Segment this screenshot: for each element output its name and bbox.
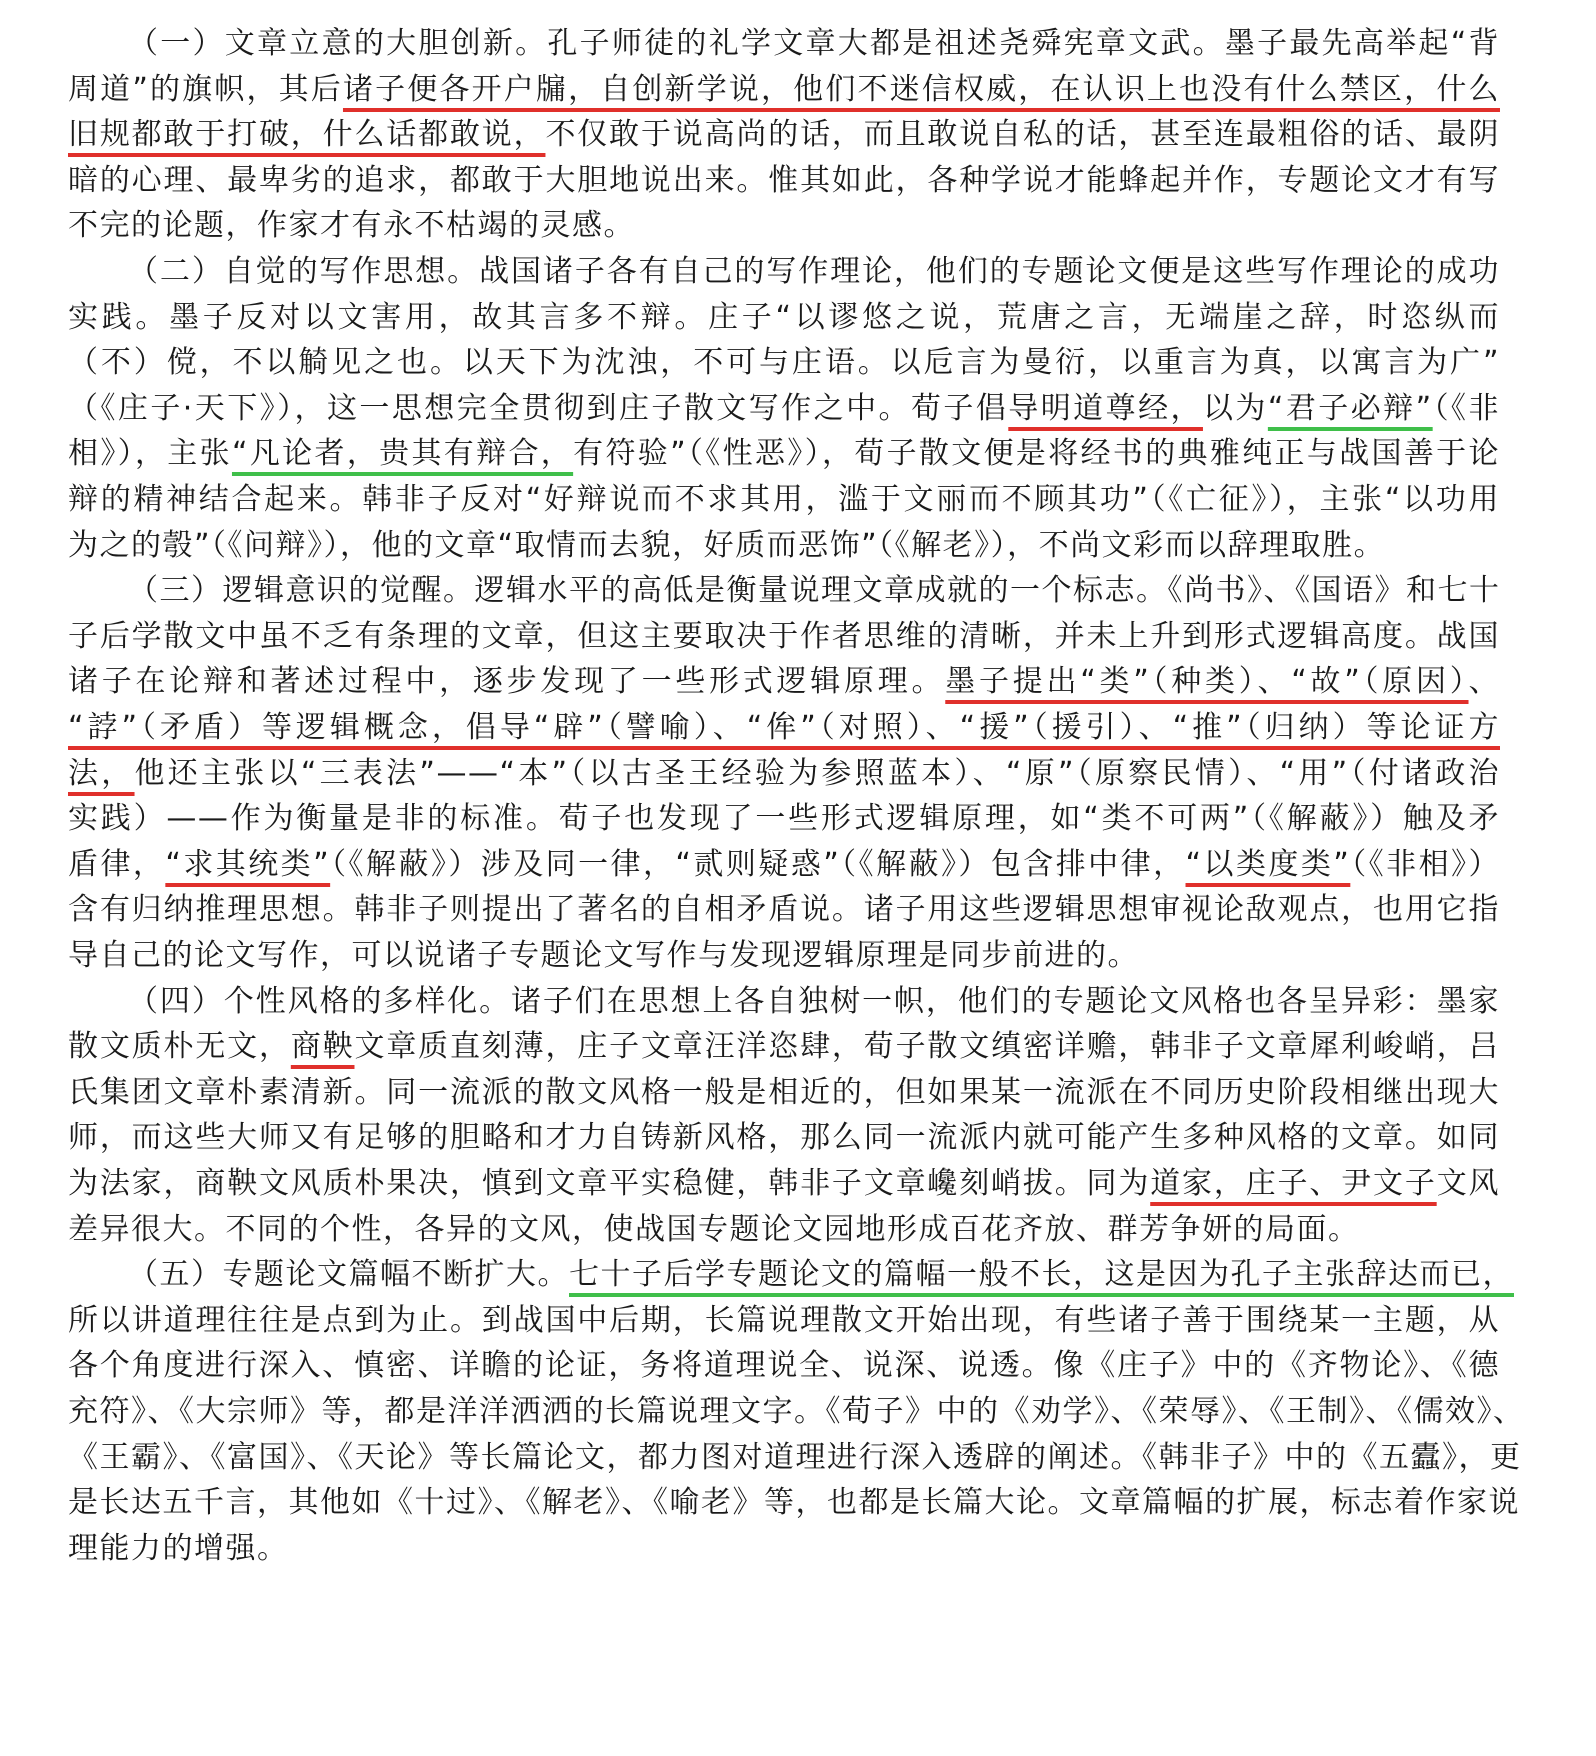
body-text: 各个角度进行深入、慎密、详瞻的论证，务将道理说全、说深、说透。像《庄子》中的《齐物论》、《德 (68, 1348, 1500, 1384)
green-underlined-text: “凡论者，贵其有辩合， (231, 436, 574, 472)
text-line (68, 428, 1500, 480)
text-line (68, 1112, 1500, 1164)
green-underlined-text: “君子必辩” (1267, 390, 1433, 426)
body-text: 有符验”（《性恶》），荀子散文便是将经书的典雅纯正与战国善于论 (573, 436, 1500, 472)
red-underlined-text: 道家，庄子、尹文子 (1150, 1166, 1437, 1201)
text-line (68, 793, 1500, 845)
text-line (68, 930, 1500, 982)
text-line (68, 383, 1500, 435)
body-text: 《王霸》、《富国》、《天论》等长篇论文，都力图对道理进行深入透辟的阐述。《韩非子》中的《五蠹》，更 (68, 1439, 1522, 1475)
body-text: 理能力的增强。 (68, 1530, 289, 1566)
body-text: 子后学散文中虽不乏有条理的文章，但这主要取决于作者思维的清晰，并未上升到形式逻辑高度。战国 (68, 618, 1500, 654)
text-line (68, 748, 1500, 800)
body-text: （《庄子·天下》），这一思想完全贯彻到庄子散文写作之中。荀子倡 (68, 390, 1009, 426)
body-text: 师，而这些大师又有足够的胆略和才力自铸新风格，那么同一流派内就可能产生多种风格的文章。如同 (68, 1120, 1500, 1156)
text-line (68, 200, 1500, 252)
text-line (68, 1021, 1500, 1073)
text-line (68, 1204, 1500, 1256)
text-line (68, 64, 1500, 116)
body-text: 诸子在论辩和著述过程中，逐步发现了一些形式逻辑原理。 (68, 664, 946, 700)
body-text: 含有归纳推理思想。韩非子则提出了著名的自相矛盾说。诸子用这些逻辑思想审视论敌观点，也用它指 (68, 892, 1500, 928)
text-line (68, 155, 1500, 207)
body-text: （二）自觉的写作思想。战国诸子各有自己的写作理论，他们的专题论文便是这些写作理论的成功 (128, 254, 1500, 289)
text-line (68, 839, 1500, 891)
text-line (68, 1477, 1520, 1529)
text-line (68, 1158, 1500, 1210)
text-line (68, 611, 1500, 663)
body-text: 不仅敢于说高尚的话，而且敢说自私的话，甚至连最粗俗的话、最阴 (545, 117, 1501, 153)
body-text: 周道”的旗帜，其后 (68, 71, 343, 107)
body-text: 、 (1468, 664, 1501, 700)
text-line (68, 1295, 1500, 1347)
red-underlined-text: “以类度类” (1185, 846, 1351, 882)
body-text: 以为 (1202, 390, 1268, 426)
body-text: 文风 (1436, 1166, 1501, 1201)
body-text: 为法家，商鞅文风质朴果决，慎到文章平实稳健，韩非子文章巉刻峭拔。同为 (68, 1166, 1151, 1201)
text-line (128, 976, 1500, 1028)
text-line (68, 702, 1500, 754)
text-line (68, 520, 1500, 572)
text-line (68, 474, 1500, 526)
body-text: 是长达五千言，其他如《十过》、《解老》、《喻老》等，也都是长篇大论。文章篇幅的扩展，标志着作家说 (68, 1485, 1520, 1521)
text-line (68, 1523, 1500, 1575)
red-underlined-text: 导明道尊经， (1008, 390, 1203, 426)
body-text: （三）逻辑意识的觉醒。逻辑水平的高低是衡量说理文章成就的一个标志。《尚书》、《国语》和七十 (128, 573, 1501, 609)
body-text: 所以讲道理往往是点到为止。到战国中后期，长篇说理散文开始出现，有些诸子善于围绕某一主题，从 (68, 1302, 1500, 1338)
body-text: （《非相》） (1350, 846, 1500, 882)
body-text: （四）个性风格的多样化。诸子们在思想上各自独树一帜，他们的专题论文风格也各呈异彩：墨家 (128, 983, 1500, 1019)
text-line (68, 1432, 1522, 1484)
body-text: 散文质朴无文， (68, 1029, 291, 1065)
body-text: 相》），主张 (68, 436, 232, 472)
body-text: 为之的彀”（《问辩》），他的文章“取情而去貌，好质而恶饰”（《解老》），不尚文彩而以辞理取胜。 (68, 527, 1386, 563)
body-text: 实践）——作为衡量是非的标准。荀子也发现了一些形式逻辑原理，如“类不可两”（《解蔽》）触及矛 (68, 801, 1500, 837)
body-text: 不完的论题，作家才有永不枯竭的灵感。 (68, 208, 635, 244)
body-text: 辩的精神结合起来。韩非子反对“好辩说而不求其用，滥于文丽而不顾其功”（《亡征》），主张“以功用 (68, 482, 1500, 517)
text-line (68, 337, 1500, 389)
text-line (128, 1249, 1514, 1301)
body-text: 实践。墨子反对以文害用，故其言多不辩。庄子“以谬悠之说，荒唐之言，无端崖之辞，时恣纵而 (68, 299, 1500, 335)
body-text: 差异很大。不同的个性，各异的文风，使战国专题论文园地形成百花齐放、群芳争妍的局面。 (68, 1211, 1360, 1247)
body-text: （五）专题论文篇幅不断扩大。 (128, 1257, 569, 1293)
text-line (68, 884, 1500, 936)
text-line (68, 292, 1500, 344)
text-line (128, 246, 1500, 298)
red-underlined-text: 旧规都敢于打破，什么话都敢说， (68, 117, 546, 153)
body-text: 充符》、《大宗师》等，都是洋洋洒洒的长篇说理文字。《荀子》中的《劝学》、《荣辱》、《王制》、《儒效》、 (68, 1394, 1525, 1429)
red-underlined-text: “求其统类” (165, 846, 331, 882)
body-text: 导自己的论文写作，可以说诸子专题论文写作与发现逻辑原理是同步前进的。 (68, 938, 1139, 973)
text-line (128, 565, 1500, 617)
body-text: 盾律， (68, 846, 166, 882)
body-text: （《非 (1432, 390, 1501, 426)
text-line (68, 1386, 1525, 1438)
text-line (68, 656, 1500, 708)
body-text: （一）文章立意的大胆创新。孔子师徒的礼学文章大都是祖述尧舜宪章文武。墨子最先高举起“背 (128, 26, 1500, 61)
text-line (68, 1067, 1500, 1119)
red-underlined-text: “誖”（矛盾）等逻辑概念，倡导“辟”（譬喻）、“侔”（对照）、“援”（援引）、“推”（归纳）等论证方 (68, 710, 1500, 745)
body-text: 他还主张以“三表法”——“本”（以古圣王经验为参照蓝本）、“原”（原察民情）、“用”（付诸政治 (134, 755, 1501, 791)
text-line (128, 18, 1500, 70)
body-text: 暗的心理、最卑劣的追求，都敢于大胆地说出来。惟其如此，各种学说才能蜂起并作，专题论文才有写 (68, 162, 1500, 198)
text-line (68, 1340, 1500, 1392)
body-text: 氏集团文章朴素清新。同一流派的散文风格一般是相近的，但如果某一流派在不同历史阶段相继出现大 (68, 1074, 1500, 1110)
body-text: （《解蔽》）涉及同一律，“贰则疑惑”（《解蔽》）包含排中律， (330, 846, 1186, 882)
red-underlined-text: 法， (68, 755, 135, 791)
red-underlined-text: 诸子便各开户牖，自创新学说，他们不迷信权威，在认识上也没有什么禁区，什么 (342, 71, 1500, 107)
red-underlined-text: 墨子提出“类”（种类）、“故”（原因） (945, 664, 1469, 700)
green-underlined-text: 七十子后学专题论文的篇幅一般不长，这是因为孔子主张辞达而已， (569, 1257, 1514, 1293)
body-text: （不）傥，不以觭见之也。以天下为沈浊，不可与庄语。以卮言为曼衍，以重言为真，以寓言为广” (68, 345, 1500, 381)
body-text: 文章质直刻薄，庄子文章汪洋恣肆，荀子散文缜密详赡，韩非子文章犀利峻峭，吕 (354, 1029, 1501, 1065)
text-line (68, 109, 1500, 161)
red-underlined-text: 商鞅 (290, 1029, 355, 1065)
